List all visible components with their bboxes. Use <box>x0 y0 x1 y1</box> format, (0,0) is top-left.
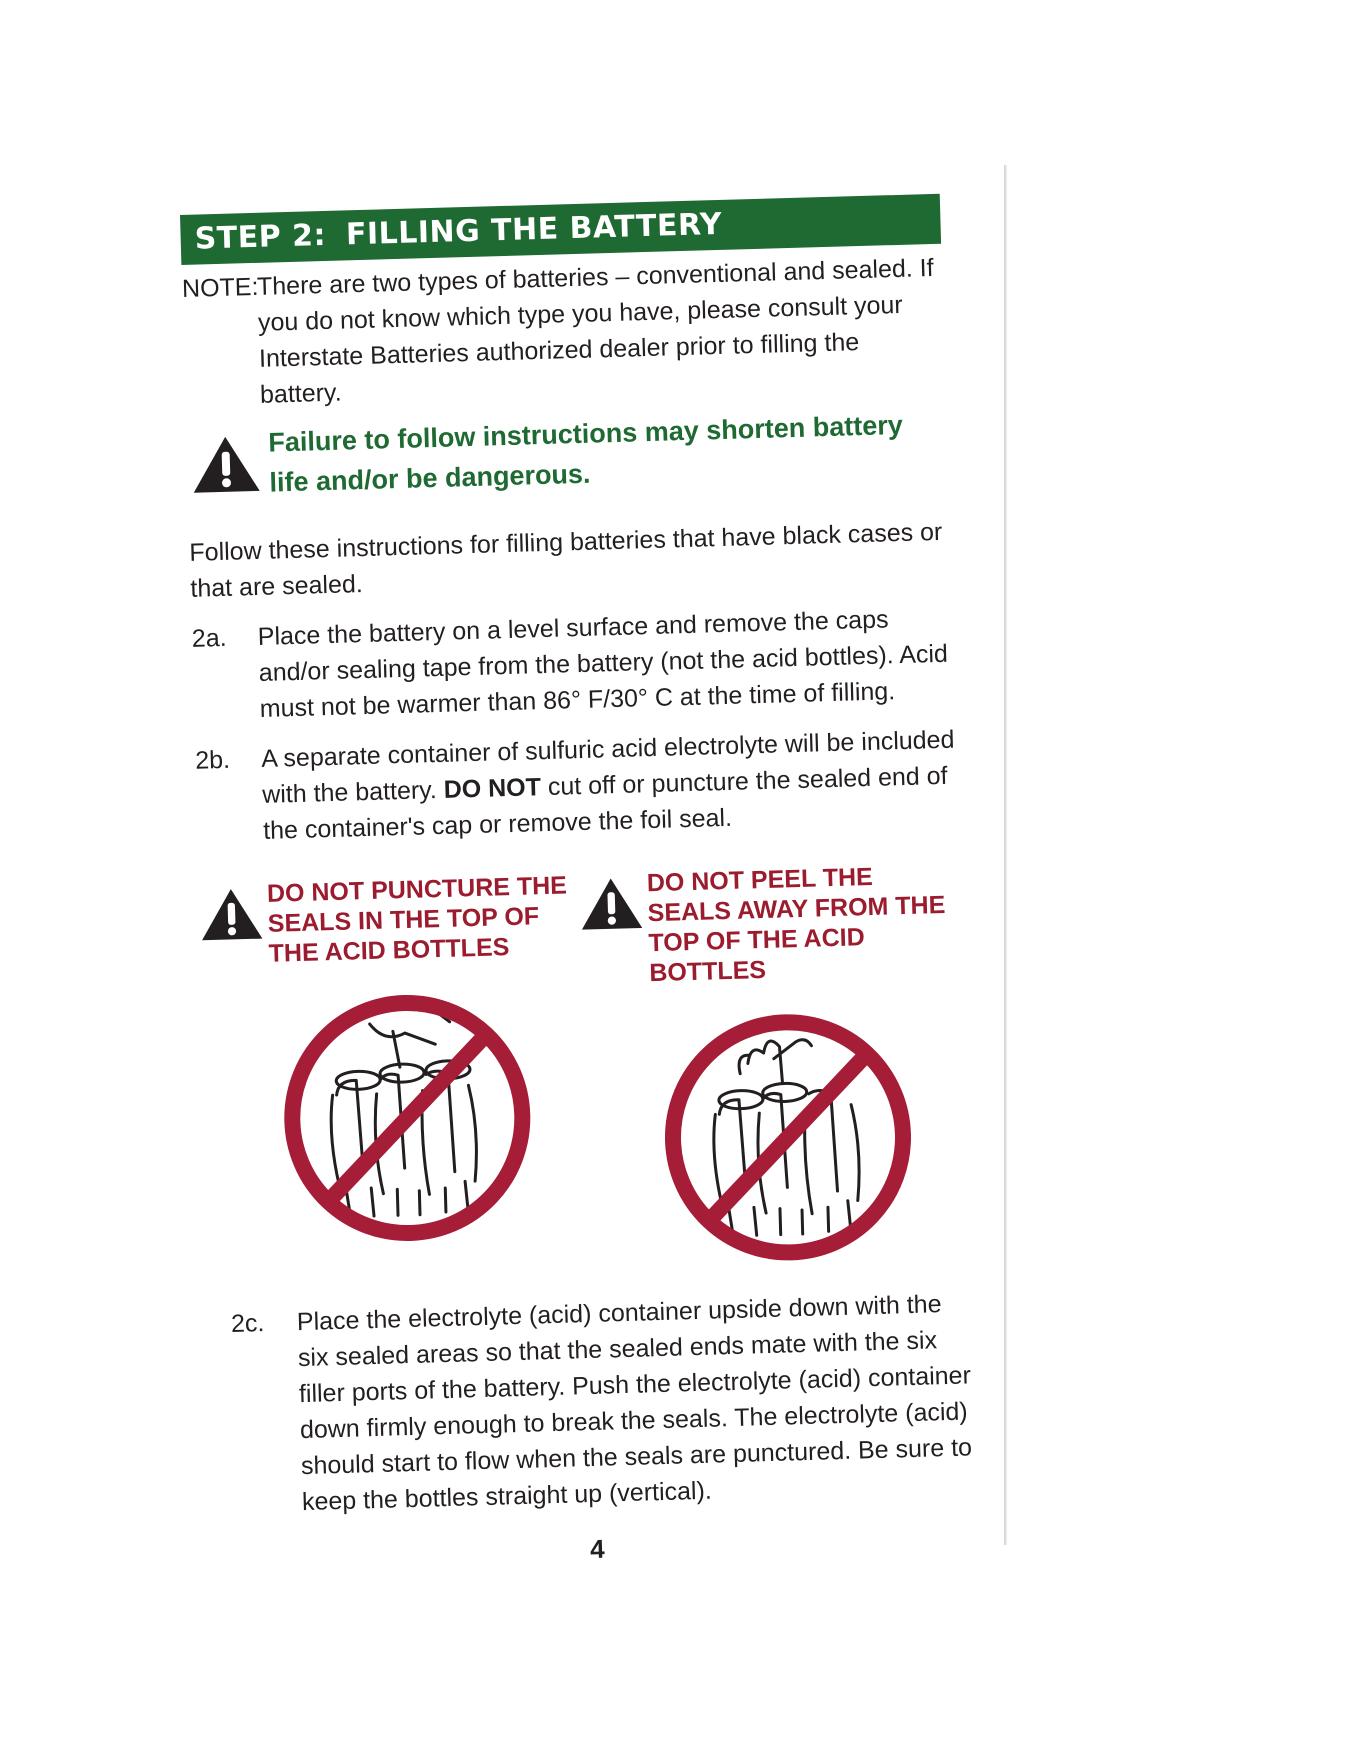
page-content <box>180 194 978 1576</box>
note-block <box>182 250 946 415</box>
step-text-bold: DO NOT <box>443 773 542 804</box>
warning-puncture <box>199 870 590 1278</box>
main-warning-text: Failure to follow instructions may shorten battery life and/or be dangerous. <box>267 409 904 498</box>
main-warning <box>190 404 948 505</box>
step-2b <box>195 722 958 851</box>
warning-triangle-icon <box>199 885 265 943</box>
warning-text: DO NOT PUNCTURE THE SEALS IN THE TOP OF THE ACID BOTTLES <box>266 871 568 968</box>
step-text-post: cut off or puncture the sealed end of the container's cap or remove the foil seal. <box>262 761 948 845</box>
warning-row <box>199 860 970 1279</box>
warning-text: DO NOT PEEL THE SEALS AWAY FROM THE TOP OF THE ACID BOTTLES <box>646 862 946 988</box>
warning-triangle-icon <box>190 433 262 495</box>
warning-triangle-icon <box>579 874 645 932</box>
step-number: 2b. <box>194 745 231 775</box>
step-text <box>261 722 958 849</box>
step-2c <box>230 1285 976 1522</box>
step-text: Place the battery on a level surface and remove the caps and/or sealing tape from the battery (not the acid bottles). Acid must not be warmer than 86° F/30° C at the time of filling. <box>257 605 949 723</box>
step-2a <box>191 600 954 729</box>
prohibited-sign-icon <box>274 979 541 1246</box>
header-step: STEP 2: <box>194 217 327 257</box>
header-title: FILLING THE BATTERY <box>345 206 723 253</box>
warning-peel <box>578 860 969 1268</box>
note-label: NOTE: <box>181 272 259 303</box>
intro-paragraph: Follow these instructions for filling batteries that have black cases or that are sealed. <box>189 517 943 603</box>
step-text-pre: A separate container of sulfuric acid electrolyte will be included with the battery. <box>260 725 955 809</box>
prohibited-sign-icon <box>654 999 921 1266</box>
page-number: 4 <box>589 1533 606 1565</box>
page-edge <box>1004 165 1007 1545</box>
step-text: Place the electrolyte (acid) container upside down with the six sealed areas so that the sealed ends mate with the six filler ports of the battery. Push the electrolyte (acid) container down firmly enough to break the seals. The electrolyte (acid) should start to flow when the seals are punctured. Be sure to keep the bottles straight up (vertical). <box>296 1290 973 1517</box>
note-text: There are two types of batteries – conventional and sealed. If you do not know which type you have, please consult your Interstate Batteries authorized dealer prior to filling the battery. <box>256 253 934 409</box>
step-number: 2a. <box>191 623 227 653</box>
step-number: 2c. <box>230 1309 265 1339</box>
